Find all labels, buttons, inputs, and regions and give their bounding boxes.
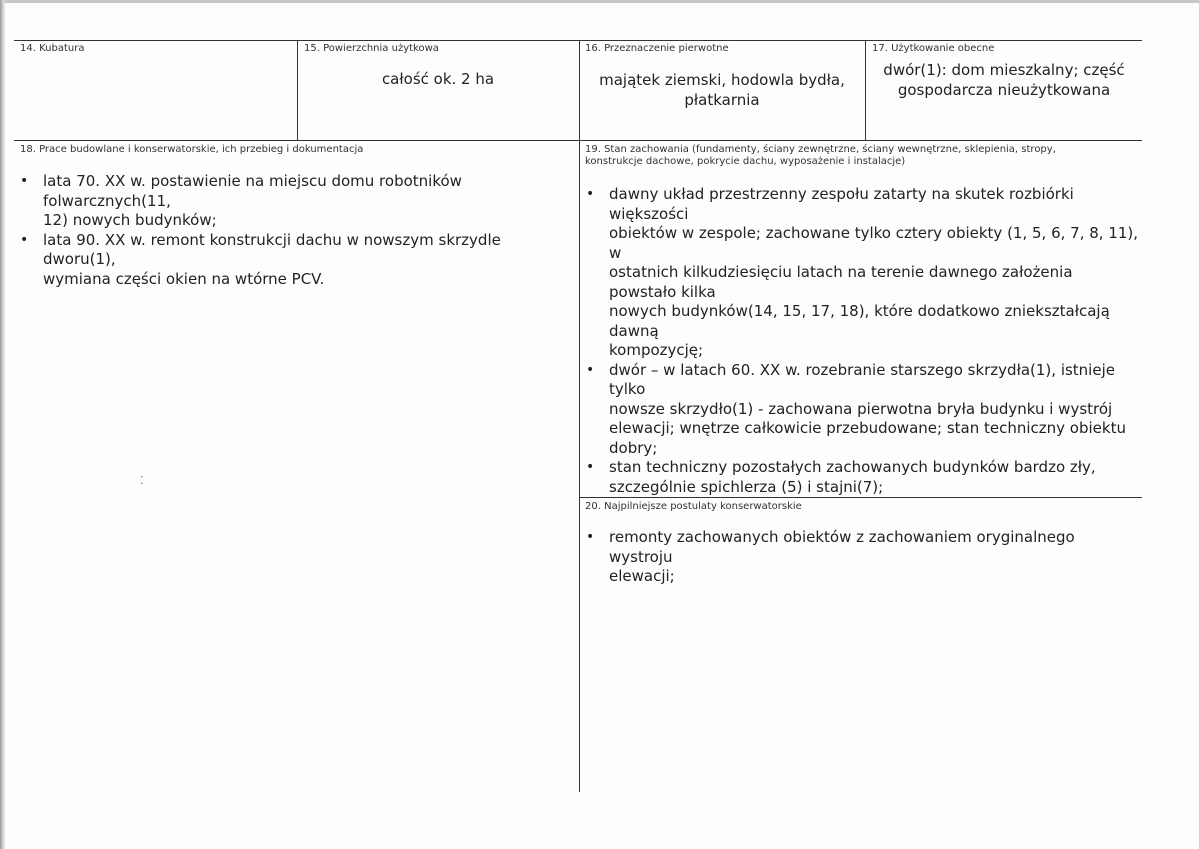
field18-list [16,172,576,289]
field16-value-line: płatkarnia [684,91,760,109]
scan-speck: ⁚ [140,474,144,487]
list-item: • dwór – w latach 60. XX w. rozebranie starszego skrzydła(1), istnieje tylko nowsze skrzydło(1) - zachowana pierwotna bryła budynku i wystrój elewacji; wnętrze całkowicie przebudowane; stan techniczny obiektu dobry; [582,361,1142,459]
scan-edge-top [0,0,1199,3]
field14-label: 14. Kubatura [20,43,85,54]
field19-label: 19. Stan zachowania (fundamenty, ściany zewnętrzne, ściany wewnętrzne, sklepienia, stropy, konstrukcje dachowe, pokrycie dachu, wyposażenie i instalacje) [585,144,1056,167]
field17-label: 17. Użytkowanie obecne [872,43,995,54]
field18-label: 18. Prace budowlane i konserwatorskie, ich przebieg i dokumentacja [20,144,364,155]
field16-value [580,70,864,110]
field19-list [582,185,1142,497]
scan-edge-left [0,0,6,849]
row1-top-line [14,40,1142,41]
divider-14-15 [297,40,298,140]
list-item: • dawny układ przestrzenny zespołu zatarty na skutek rozbiórki większości obiektów w zespole; zachowane tylko cztery obiekty (1, 5, 6, 7, 8, 11), w ostatnich kilkudziesięciu latach na terenie dawnego założenia powstało kilka nowych budynków(14, 15, 17, 18), które dodatkowo zniekształcają dawną kompozycję; [582,185,1142,361]
list-item: • lata 90. XX w. remont konstrukcji dachu w nowszym skrzydle dworu(1), wymiana części okien na wtórne PCV. [16,231,576,290]
field20-top-line [580,497,1142,498]
field15-value: całość ok. 2 ha [381,70,495,88]
field20-label: 20. Najpilniejsze postulaty konserwatorskie [585,501,802,512]
row2-top-line [14,140,1142,141]
field16-label: 16. Przeznaczenie pierwotne [585,43,729,54]
list-item: • remonty zachowanych obiektów z zachowaniem oryginalnego wystroju elewacji; [582,528,1142,587]
field16-value-line: majątek ziemski, hodowla bydła, [599,71,845,89]
list-item: • stan techniczny pozostałych zachowanych budynków bardzo zły, szczególnie spichlerza (5) i stajni(7); [582,458,1142,497]
field20-list [582,528,1142,587]
field17-value [866,60,1142,100]
field17-value-line: gospodarcza nieużytkowana [897,81,1111,99]
field15-label: 15. Powierzchnia użytkowa [304,43,439,54]
list-item: • lata 70. XX w. postawienie na miejscu domu robotników folwarcznych(11, 12) nowych budynków; [16,172,576,231]
divider-center [579,40,580,792]
field17-value-line: dwór(1): dom mieszkalny; część [883,61,1125,79]
